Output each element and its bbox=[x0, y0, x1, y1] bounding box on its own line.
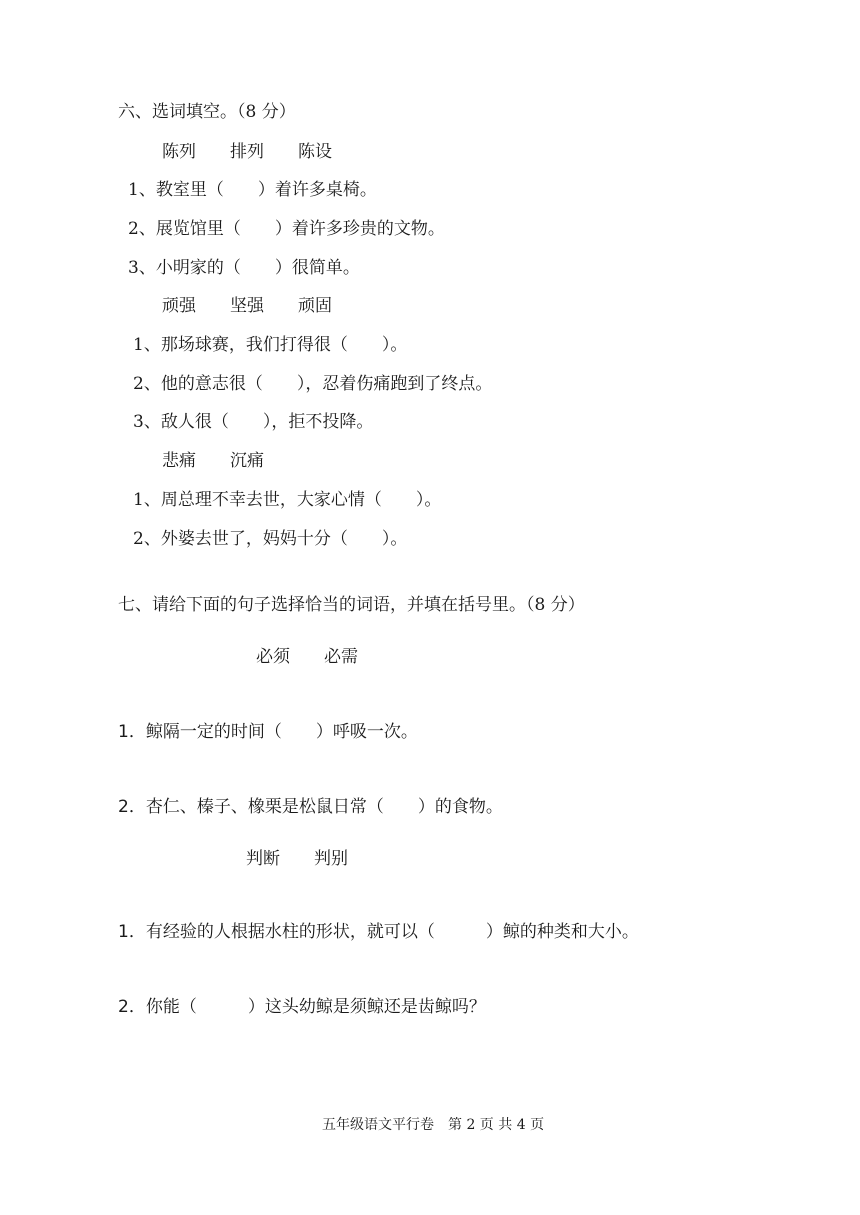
question-item: 3、敌人很（ ），拒不投降。 bbox=[133, 412, 374, 432]
question-item: 1、周总理不幸去世，大家心情（ ）。 bbox=[133, 490, 442, 510]
question-item: 2、展览馆里（ ）着许多珍贵的文物。 bbox=[128, 219, 445, 239]
question-item: 1．有经验的人根据水柱的形状，就可以（ ）鲸的种类和大小。 bbox=[118, 922, 639, 942]
section7-title: 七、请给下面的句子选择恰当的词语，并填在括号里。（8 分） bbox=[118, 595, 585, 615]
word-choices: 必须 必需 bbox=[256, 647, 358, 667]
question-item: 1、教室里（ ）着许多桌椅。 bbox=[128, 180, 377, 200]
word-choices: 顽强 坚强 顽固 bbox=[162, 296, 332, 316]
question-item: 1．鲸隔一定的时间（ ）呼吸一次。 bbox=[118, 722, 418, 742]
page-footer: 五年级语文平行卷 第 2 页 共 4 页 bbox=[322, 1117, 545, 1133]
question-item: 2．你能（ ）这头幼鲸是须鲸还是齿鲸吗？ bbox=[118, 997, 486, 1017]
word-choices: 判断 判别 bbox=[246, 849, 348, 869]
word-choices: 悲痛 沉痛 bbox=[162, 451, 264, 471]
question-item: 1、那场球赛，我们打得很（ ）。 bbox=[133, 335, 408, 355]
question-item: 2．杏仁、榛子、橡栗是松鼠日常（ ）的食物。 bbox=[118, 797, 503, 817]
question-item: 2、他的意志很（ ），忍着伤痛跑到了终点。 bbox=[133, 374, 493, 394]
question-item: 3、小明家的（ ）很简单。 bbox=[128, 258, 360, 278]
question-item: 2、外婆去世了，妈妈十分（ ）。 bbox=[133, 529, 408, 549]
word-choices: 陈列 排列 陈设 bbox=[162, 142, 332, 162]
section6-title: 六、选词填空。（8 分） bbox=[118, 102, 296, 122]
